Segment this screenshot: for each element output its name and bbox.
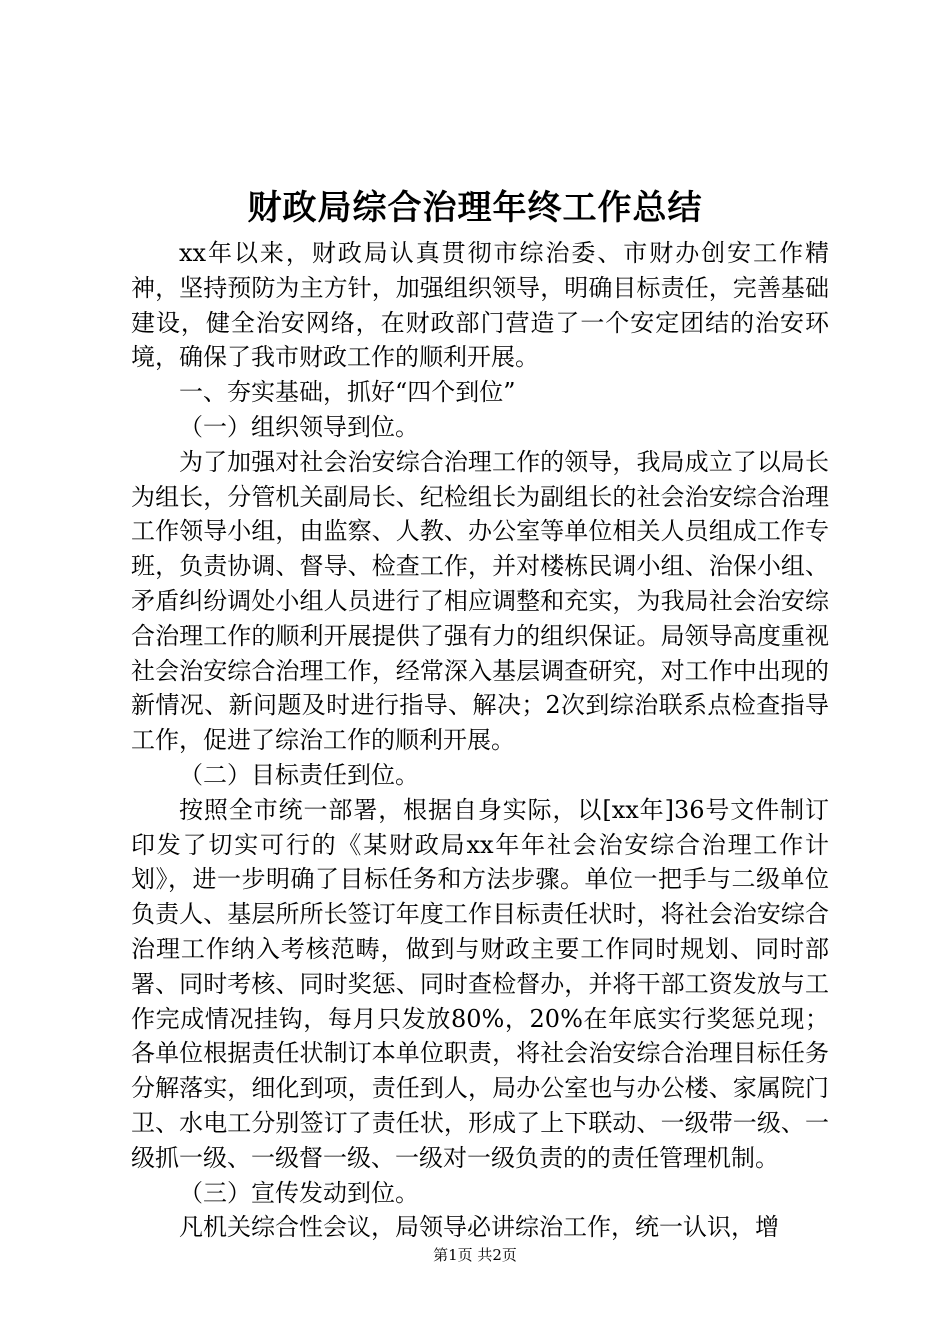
subsection-heading-3: （三）宣传发动到位。: [179, 1178, 419, 1207]
document-title: 财政局综合治理年终工作总结: [247, 188, 703, 228]
section-heading-1: 一、夯实基础，抓好“四个到位”: [179, 378, 516, 407]
paragraph-publicity: 凡机关综合性会议，局领导必讲综治工作，统一认识，增: [179, 1213, 779, 1242]
page-footer: [0, 1243, 950, 1267]
subsection-heading-1: （一）组织领导到位。: [179, 412, 419, 441]
page-number: 第1页: [433, 1246, 473, 1264]
page-total: 共2页: [477, 1246, 517, 1264]
paragraph-responsibility: 按照全市统一部署，根据自身实际，以[xx年]36号文件制订印发了切实可行的《某财政局xx年年社会治安综合治理工作计划》，进一步明确了目标任务和方法步骤。单位一把手与二级单位负责人、基层所所长签订年度工作目标责任状时，将社会治安综合治理工作纳入考核范畴，做到与财政主要工作同时规划、同时部署、同时考核、同时奖惩、同时查检督办，并将干部工资发放与工作完成情况挂钩，每月只发放80%，20%在年底实行奖惩兑现；各单位根据责任状制订本单位职责，将社会治安综合治理目标任务分解落实，细化到项，责任到人，局办公室也与办公楼、家属院门卫、水电工分别签订了责任状，形成了上下联动、一级带一级、一级抓一级、一级督一级、一级对一级负责的的责任管理机制。: [131, 795, 829, 1172]
paragraph-intro: xx年以来，财政局认真贯彻市综治委、市财办创安工作精神，坚持预防为主方针，加强组织领导，明确目标责任，完善基础建设，健全治安网络，在财政部门营造了一个安定团结的治安环境，确保了我市财政工作的顺利开展。: [131, 239, 829, 372]
paragraph-organization: 为了加强对社会治安综合治理工作的领导，我局成立了以局长为组长，分管机关副局长、纪检组长为副组长的社会治安综合治理工作领导小组，由监察、人教、办公室等单位相关人员组成工作专班，负责协调、督导、检查工作，并对楼栋民调小组、治保小组、矛盾纠纷调处小组人员进行了相应调整和充实，为我局社会治安综合治理工作的顺利开展提供了强有力的组织保证。局领导高度重视社会治安综合治理工作，经常深入基层调查研究，对工作中出现的新情况、新问题及时进行指导、解决；2次到综治联系点检查指导工作，促进了综治工作的顺利开展。: [131, 447, 829, 755]
subsection-heading-2: （二）目标责任到位。: [179, 760, 419, 789]
document-body: [131, 236, 829, 1245]
